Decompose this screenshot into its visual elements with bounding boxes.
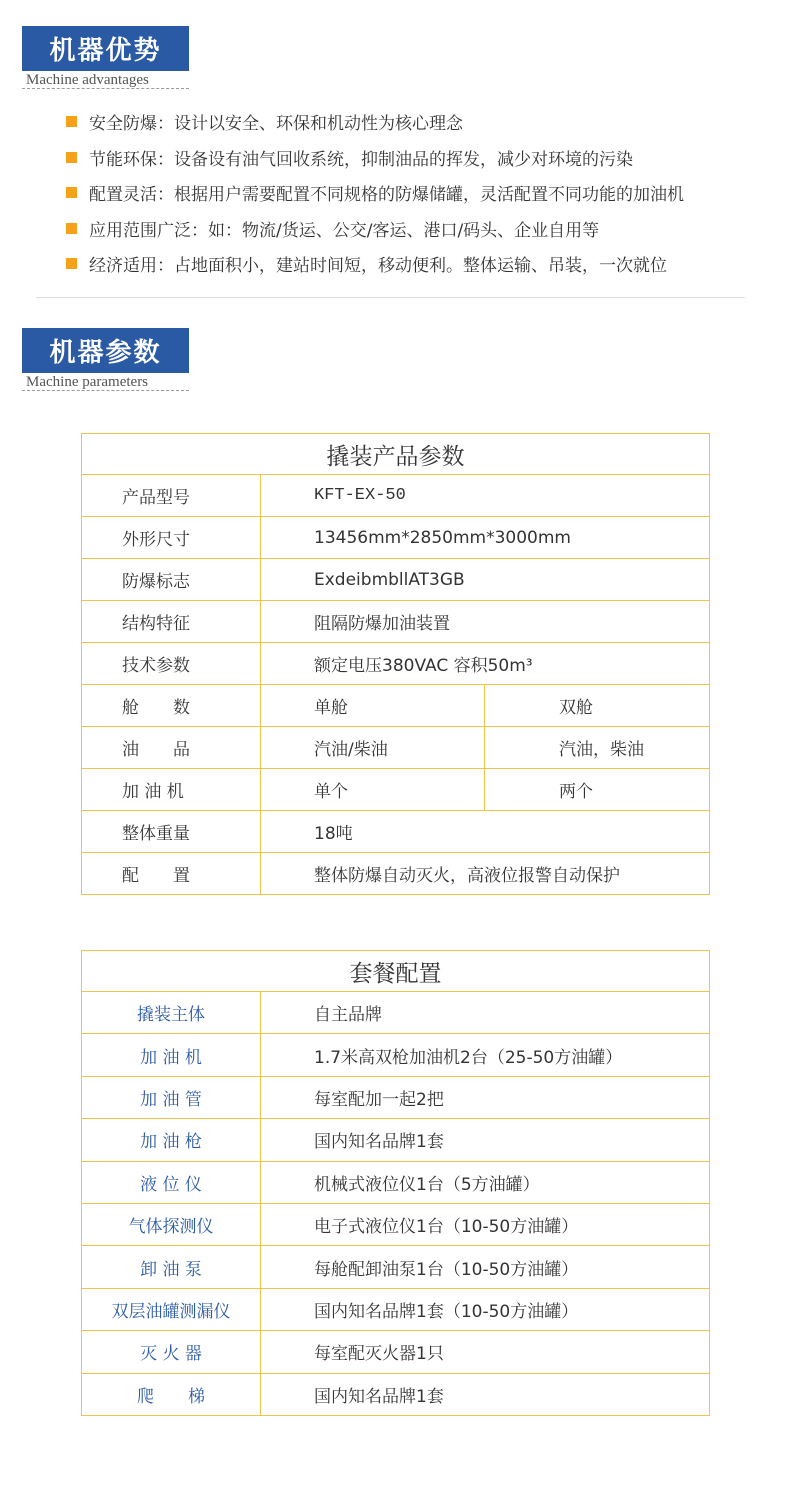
table-row bbox=[82, 601, 710, 643]
section-divider bbox=[36, 297, 745, 298]
row-value: 机械式液位仪1台（5方油罐） bbox=[261, 1161, 710, 1203]
table-row bbox=[82, 643, 710, 685]
parameters-title: 机器参数 bbox=[22, 328, 189, 373]
table-row bbox=[82, 1076, 710, 1118]
list-item bbox=[66, 246, 684, 282]
table-row bbox=[82, 1373, 710, 1415]
row-label: 气体探测仪 bbox=[82, 1203, 261, 1245]
table-row bbox=[82, 685, 710, 727]
row-value: 每舱配卸油泵1台（10-50方油罐） bbox=[261, 1246, 710, 1288]
row-value: 国内知名品牌1套 bbox=[261, 1373, 710, 1415]
table-header-row bbox=[82, 951, 710, 992]
list-item bbox=[66, 175, 684, 211]
table-row bbox=[82, 853, 710, 895]
table-row bbox=[82, 1246, 710, 1288]
row-value: 单个 bbox=[261, 769, 485, 811]
row-label: 防爆标志 bbox=[82, 559, 261, 601]
row-value: 电子式液位仪1台（10-50方油罐） bbox=[261, 1203, 710, 1245]
list-item bbox=[66, 140, 684, 176]
row-value: 18吨 bbox=[261, 811, 710, 853]
table-row bbox=[82, 559, 710, 601]
row-value-alt: 双舱 bbox=[485, 685, 710, 727]
spec-table bbox=[81, 433, 710, 895]
row-label: 技术参数 bbox=[82, 643, 261, 685]
square-bullet-icon bbox=[66, 258, 77, 269]
row-value: 自主品牌 bbox=[261, 992, 710, 1034]
row-value: 单舱 bbox=[261, 685, 485, 727]
table-row bbox=[82, 1161, 710, 1203]
row-value: 1.7米高双枪加油机2台（25-50方油罐） bbox=[261, 1034, 710, 1076]
row-label: 加 油 机 bbox=[82, 769, 261, 811]
square-bullet-icon bbox=[66, 116, 77, 127]
row-label: 加 油 管 bbox=[82, 1076, 261, 1118]
list-item-text: 节能环保：设备设有油气回收系统，抑制油品的挥发，减少对环境的污染 bbox=[89, 149, 633, 170]
list-item-text: 经济适用：占地面积小，建站时间短，移动便利。整体运输、吊装，一次就位 bbox=[89, 256, 667, 277]
row-label: 液 位 仪 bbox=[82, 1161, 261, 1203]
row-label: 舱 数 bbox=[82, 685, 261, 727]
row-value: 国内知名品牌1套 bbox=[261, 1119, 710, 1161]
parameters-heading bbox=[22, 328, 189, 390]
row-label: 整体重量 bbox=[82, 811, 261, 853]
advantages-title: 机器优势 bbox=[22, 26, 189, 71]
row-label: 卸 油 泵 bbox=[82, 1246, 261, 1288]
list-item bbox=[66, 104, 684, 140]
row-label: 油 品 bbox=[82, 727, 261, 769]
row-value-alt: 汽油，柴油 bbox=[485, 727, 710, 769]
table-header-row bbox=[82, 434, 710, 475]
parameters-subtitle: Machine parameters bbox=[26, 374, 149, 390]
row-label: 加 油 枪 bbox=[82, 1119, 261, 1161]
row-label: 灭 火 器 bbox=[82, 1331, 261, 1373]
table-row bbox=[82, 1203, 710, 1245]
table-row bbox=[82, 992, 710, 1034]
list-item-text: 应用范围广泛：如：物流/货运、公交/客运、港口/码头、企业自用等 bbox=[89, 220, 600, 241]
row-label: 爬 梯 bbox=[82, 1373, 261, 1415]
row-value: 额定电压380VAC 容积50m³ bbox=[261, 643, 710, 685]
row-label: 产品型号 bbox=[82, 475, 261, 517]
row-value: 每室配灭火器1只 bbox=[261, 1331, 710, 1373]
package-table bbox=[81, 950, 710, 1416]
row-label: 加 油 机 bbox=[82, 1034, 261, 1076]
advantages-subtitle: Machine advantages bbox=[26, 72, 149, 88]
list-item-text: 配置灵活：根据用户需要配置不同规格的防爆储罐，灵活配置不同功能的加油机 bbox=[89, 185, 684, 206]
table-row bbox=[82, 1331, 710, 1373]
table-row bbox=[82, 811, 710, 853]
table-row bbox=[82, 475, 710, 517]
row-label: 外形尺寸 bbox=[82, 517, 261, 559]
list-item-text: 安全防爆：设计以安全、环保和机动性为核心理念 bbox=[89, 114, 463, 135]
row-value: 整体防爆自动灭火，高液位报警自动保护 bbox=[261, 853, 710, 895]
row-value: ExdeibmbllAT3GB bbox=[261, 559, 710, 601]
row-label: 结构特征 bbox=[82, 601, 261, 643]
square-bullet-icon bbox=[66, 187, 77, 198]
row-value: 每室配加一起2把 bbox=[261, 1076, 710, 1118]
square-bullet-icon bbox=[66, 223, 77, 234]
table-row bbox=[82, 1288, 710, 1330]
package-table-title: 套餐配置 bbox=[82, 951, 710, 992]
row-label: 配 置 bbox=[82, 853, 261, 895]
table-row bbox=[82, 769, 710, 811]
table-row bbox=[82, 1034, 710, 1076]
row-label: 撬装主体 bbox=[82, 992, 261, 1034]
list-item bbox=[66, 211, 684, 247]
table-row bbox=[82, 517, 710, 559]
square-bullet-icon bbox=[66, 152, 77, 163]
advantages-heading bbox=[22, 26, 189, 88]
row-value: 13456mm*2850mm*3000mm bbox=[261, 517, 710, 559]
row-value: 汽油/柴油 bbox=[261, 727, 485, 769]
row-value: 国内知名品牌1套（10-50方油罐） bbox=[261, 1288, 710, 1330]
row-label: 双层油罐测漏仪 bbox=[82, 1288, 261, 1330]
row-value: 阻隔防爆加油装置 bbox=[261, 601, 710, 643]
spec-table-title: 撬装产品参数 bbox=[82, 434, 710, 475]
advantages-list bbox=[66, 104, 684, 282]
row-value: KFT-EX-50 bbox=[261, 475, 710, 517]
table-row bbox=[82, 727, 710, 769]
table-row bbox=[82, 1119, 710, 1161]
row-value-alt: 两个 bbox=[485, 769, 710, 811]
